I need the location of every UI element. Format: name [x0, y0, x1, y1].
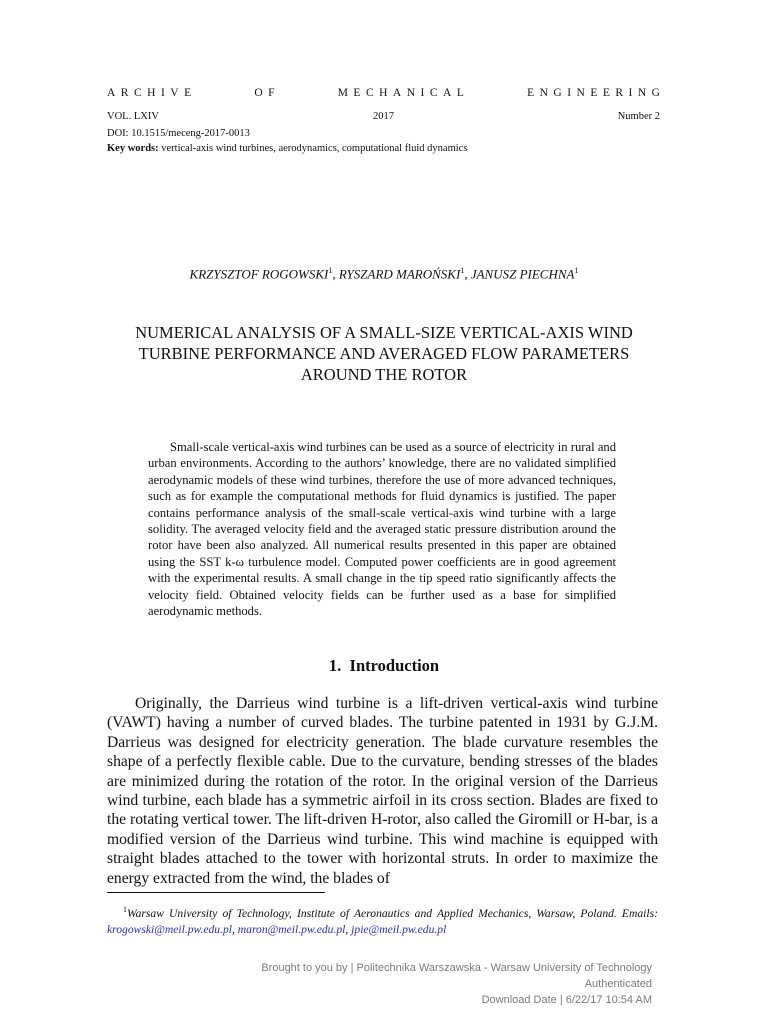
body-paragraph: Originally, the Darrieus wind turbine is a lift-driven vertical-axis wind turbine (VAWT) having a number of curved blades. The turbine patented in 1931 by G.J.M. Darrieus was designed for electricity generation. The blade curvature resembles the shape of a perfectly flexible cable. Due to the curvature, bending stresses of the blades are minimized during the rotation of the rotor. In the original version of the Darrieus wind turbine, each blade has a symmetric airfoil in its cross section. Blades are fixed to the rotating vertical tower. The lift-driven H-rotor, also called the Giromill or H-bar, is a modified version of the Darrieus wind turbine. This wind machine is equipped with straight blades attached to the tower with horizontal struts. In order to maximize the energy extracted from the wind, the blades of: [107, 695, 658, 887]
keywords-text: vertical-axis wind turbines, aerodynamics, computational fluid dynamics: [161, 143, 468, 154]
section-number: 1.: [328, 656, 342, 675]
author-name: KRZYSZTOF ROGOWSKI: [189, 266, 329, 282]
email-link[interactable]: jpie@meil.pw.edu.pl: [351, 922, 447, 936]
keywords: [107, 143, 467, 154]
issue-info: [107, 111, 660, 122]
email-link[interactable]: krogowski@meil.pw.edu.pl: [107, 922, 232, 936]
journal-word: ENGINEERING: [527, 87, 666, 99]
journal-name: [107, 87, 666, 99]
year: 2017: [372, 111, 394, 122]
doi: DOI: 10.1515/meceng-2017-0013: [107, 128, 250, 139]
email-link[interactable]: maron@meil.pw.edu.pl: [237, 922, 346, 936]
download-line: Authenticated: [584, 978, 652, 990]
footnote-text: Warsaw University of Technology, Institute of Aeronautics and Applied Mechanics, Warsaw, Poland. Emails:: [127, 906, 658, 920]
footnote-mark: 1: [123, 905, 127, 914]
journal-word: ARCHIVE: [107, 87, 197, 99]
journal-word: MECHANICAL: [337, 87, 470, 99]
title-line: TURBINE PERFORMANCE AND AVERAGED FLOW PARAMETERS: [138, 344, 630, 363]
footnote: [107, 902, 658, 938]
author-name: RYSZARD MAROŃSKI: [338, 266, 461, 282]
download-line: Brought to you by | Politechnika Warszawska - Warsaw University of Technology: [261, 962, 652, 974]
affiliation-mark: 1: [574, 266, 579, 275]
keywords-label: Key words:: [107, 143, 159, 154]
journal-word: OF: [254, 87, 281, 99]
author-list: KRZYSZTOF ROGOWSKI$^1$, RYSZARD MAROŃSKI$^1$, JANUSZ PIECHNA$^1$: [189, 266, 579, 282]
title-line: NUMERICAL ANALYSIS OF A SMALL-SIZE VERTICAL-AXIS WIND: [135, 323, 633, 342]
email-separator: ,: [231, 922, 238, 936]
title-line: AROUND THE ROTOR: [300, 365, 468, 384]
author-name: JANUSZ PIECHNA: [470, 266, 575, 282]
paper-title: [100, 322, 668, 385]
download-notice: [261, 960, 652, 1008]
affiliation-mark: 1: [460, 266, 465, 275]
affiliation-mark: 1: [328, 266, 333, 275]
footnote-divider: [107, 892, 325, 893]
abstract: Small-scale vertical-axis wind turbines can be used as a source of electricity in rural and urban environments. According to the authors’ knowledge, there are no validated simplified aerodynamic models of these wind turbines, therefore the use of more advanced techniques, such as for example the computational methods for fluid dynamics is justified. The paper contains performance analysis of the small-scale vertical-axis wind turbine with a large solidity. The averaged velocity field and the averaged static pressure distribution around the rotor have been also analyzed. All numerical results presented in this paper are obtained using the SST k-ω turbulence model. Computed power coefficients are in good agreement with the experimental results. A small change in the tip speed ratio significantly affects the velocity field. Obtained velocity fields can be further used as a base for simplified aerodynamic methods.: [148, 440, 616, 619]
email-separator: ,: [345, 922, 352, 936]
volume: VOL. LXIV: [107, 111, 159, 122]
section-heading: [0, 656, 768, 676]
section-title: Introduction: [349, 656, 440, 675]
issue-number: Number 2: [617, 111, 660, 122]
download-line: Download Date | 6/22/17 10:54 AM: [481, 994, 652, 1006]
